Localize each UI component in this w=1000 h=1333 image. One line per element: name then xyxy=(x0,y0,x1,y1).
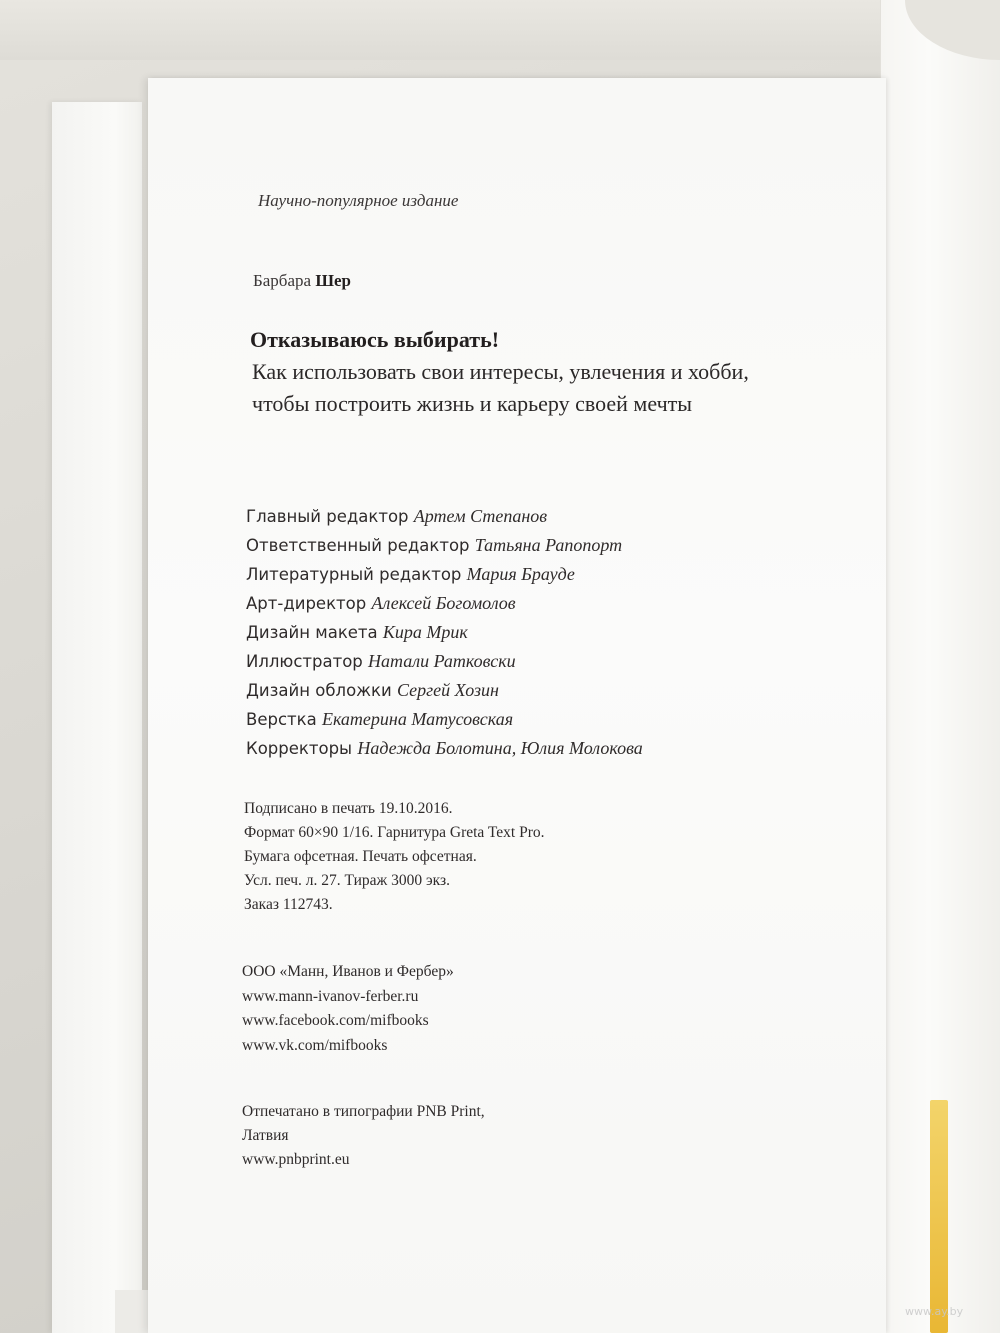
credit-item xyxy=(246,560,643,589)
credit-item xyxy=(246,589,643,618)
credit-name: Алексей Богомолов xyxy=(371,593,516,613)
credit-role: Арт-директор xyxy=(246,594,367,613)
subtitle-line: Как использовать свои интересы, увлечения и хобби, xyxy=(252,359,749,384)
print-info-line: Подписано в печать 19.10.2016. xyxy=(244,800,453,817)
publisher-block xyxy=(242,960,454,1058)
print-info-line: Заказ 112743. xyxy=(244,896,333,913)
credit-name: Екатерина Матусовская xyxy=(321,709,514,729)
credit-name: Татьяна Рапопорт xyxy=(474,535,623,555)
author-last-name: Шер xyxy=(315,271,351,290)
book-title: Отказываюсь выбирать! xyxy=(250,327,500,352)
credits-list xyxy=(246,502,643,763)
credit-name: Артем Степанов xyxy=(413,506,548,526)
site-watermark: www.ay.by xyxy=(905,1305,964,1318)
credit-item xyxy=(246,705,643,734)
credit-role: Ответственный редактор xyxy=(246,536,470,555)
back-page-edge xyxy=(52,102,142,1333)
subtitle-line: чтобы построить жизнь и карьеру своей мечты xyxy=(252,391,693,416)
print-info-line: Усл. печ. л. 27. Тираж 3000 экз. xyxy=(244,872,450,889)
credit-item xyxy=(246,618,643,647)
credit-name: Надежда Болотина, Юлия Молокова xyxy=(357,738,643,758)
credit-item xyxy=(246,647,643,676)
credit-item xyxy=(246,531,643,560)
print-info-line: Бумага офсетная. Печать офсетная. xyxy=(244,848,477,865)
printer-block xyxy=(242,1100,485,1172)
credit-item xyxy=(246,734,643,763)
table-background xyxy=(0,0,1000,60)
printer-line: Отпечатано в типографии PNB Print, xyxy=(242,1103,485,1120)
credit-role: Литературный редактор xyxy=(246,565,462,584)
credit-name: Кира Мрик xyxy=(382,622,468,642)
publisher-website-link: www.mann-ivanov-ferber.ru xyxy=(242,987,419,1005)
credit-name: Натали Ратковски xyxy=(368,651,516,671)
printer-website-link: www.pnbprint.eu xyxy=(242,1151,350,1168)
author-first-name: Барбара xyxy=(253,271,312,290)
book-subtitle xyxy=(252,356,749,420)
credit-role: Главный редактор xyxy=(246,507,409,526)
author-line xyxy=(253,271,351,291)
publisher-facebook-link: www.facebook.com/mifbooks xyxy=(242,1012,429,1029)
credit-role: Верстка xyxy=(246,710,317,729)
credit-name: Мария Брауде xyxy=(466,564,575,584)
publisher-name: ООО «Манн, Иванов и Фербер» xyxy=(242,963,454,980)
edition-type: Научно-популярное издание xyxy=(258,191,459,210)
printer-country: Латвия xyxy=(242,1127,289,1144)
credit-item xyxy=(246,502,643,531)
credit-role: Дизайн обложки xyxy=(246,681,392,700)
credit-name: Сергей Хозин xyxy=(396,680,499,700)
credit-item xyxy=(246,676,643,705)
yellow-page-edge xyxy=(930,1100,948,1333)
credit-role: Иллюстратор xyxy=(246,652,363,671)
credit-role: Дизайн макета xyxy=(246,623,378,642)
print-info-line: Формат 60×90 1/16. Гарнитура Greta Text Pro. xyxy=(244,824,545,841)
print-info-block xyxy=(244,797,545,917)
publisher-vk-link: www.vk.com/mifbooks xyxy=(242,1036,388,1054)
credit-role: Корректоры xyxy=(246,739,353,758)
